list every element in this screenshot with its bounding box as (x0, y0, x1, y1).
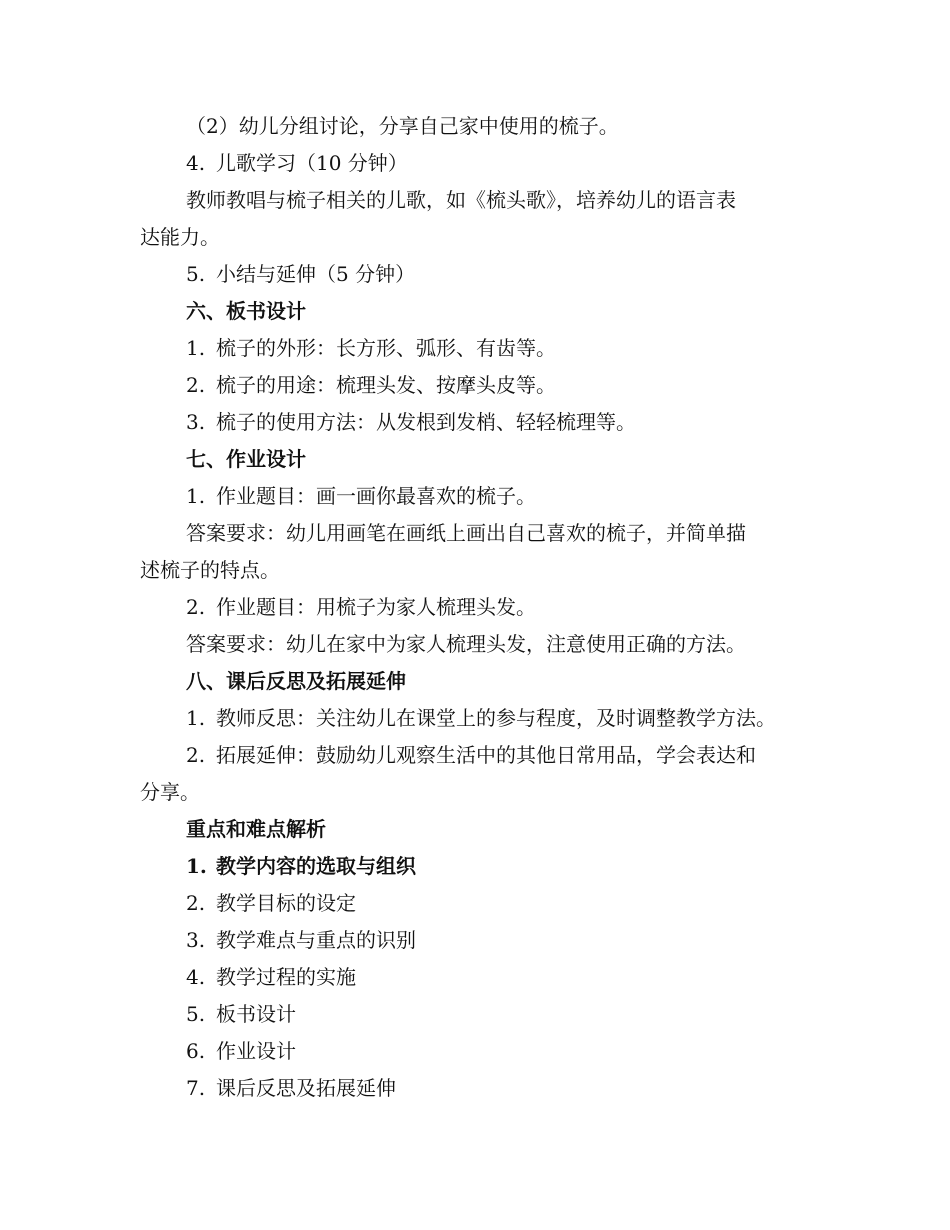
list-item (0, 852, 950, 880)
list-number: 5. (186, 1002, 206, 1026)
paragraph-line (0, 223, 950, 251)
line-text: 教师教唱与梳子相关的儿歌，如《梳头歌》，培养幼儿的语言表 (186, 188, 736, 212)
heading-text: 八、课后反思及拓展延伸 (186, 669, 406, 693)
list-item (0, 334, 950, 362)
line-text: 作业题目：用梳子为家人梳理头发。 (216, 595, 536, 619)
line-text: 作业题目：画一画你最喜欢的梳子。 (216, 484, 536, 508)
paragraph-line (0, 112, 950, 140)
list-item (0, 482, 950, 510)
list-number: 2. (186, 891, 206, 915)
line-text: 述梳子的特点。 (140, 558, 280, 582)
line-text: 教师反思：关注幼儿在课堂上的参与程度，及时调整教学方法。 (216, 706, 776, 730)
list-item (0, 1037, 950, 1065)
list-number: 3. (186, 410, 206, 434)
list-item (0, 963, 950, 991)
line-text: 板书设计 (216, 1002, 296, 1026)
list-item (0, 1000, 950, 1028)
list-item (0, 149, 950, 177)
line-text: 作业设计 (216, 1039, 296, 1063)
line-text: 教学内容的选取与组织 (216, 854, 416, 878)
line-text: 答案要求：幼儿在家中为家人梳理头发，注意使用正确的方法。 (186, 632, 746, 656)
list-item (0, 593, 950, 621)
line-text: 教学难点与重点的识别 (216, 928, 416, 952)
list-item (0, 926, 950, 954)
line-text: 课后反思及拓展延伸 (216, 1076, 396, 1100)
list-item (0, 260, 950, 288)
list-number: 6. (186, 1039, 206, 1063)
line-text: 达能力。 (140, 225, 220, 249)
paragraph-line (0, 630, 950, 658)
list-number: 5. (186, 262, 206, 286)
line-text: 答案要求：幼儿用画笔在画纸上画出自己喜欢的梳子，并简单描 (186, 521, 746, 545)
line-text: 分享。 (140, 780, 200, 804)
line-text: 梳子的外形：长方形、弧形、有齿等。 (216, 336, 556, 360)
line-text: 儿歌学习（10 分钟） (216, 151, 408, 175)
list-number: 2. (186, 743, 206, 767)
heading-text: 六、板书设计 (186, 299, 306, 323)
list-number: 7. (186, 1076, 206, 1100)
list-item (0, 408, 950, 436)
section-heading (0, 815, 950, 843)
list-item (0, 371, 950, 399)
line-text: 拓展延伸：鼓励幼儿观察生活中的其他日常用品，学会表达和 (216, 743, 756, 767)
list-item (0, 741, 950, 769)
heading-text: 重点和难点解析 (186, 817, 326, 841)
section-heading (0, 297, 950, 325)
list-number: 4. (186, 151, 206, 175)
list-number: 4. (186, 965, 206, 989)
paragraph-line (0, 778, 950, 806)
list-number: 2. (186, 595, 206, 619)
heading-text: 七、作业设计 (186, 447, 306, 471)
list-number: 1. (186, 484, 206, 508)
paragraph-line (0, 519, 950, 547)
list-number: 3. (186, 928, 206, 952)
line-text: 梳子的用途：梳理头发、按摩头皮等。 (216, 373, 556, 397)
list-number: 1. (186, 706, 206, 730)
paragraph-line (0, 186, 950, 214)
line-text: 小结与延伸（5 分钟） (216, 262, 416, 286)
line-text: 教学过程的实施 (216, 965, 356, 989)
list-number: 1. (186, 336, 206, 360)
list-number: 2. (186, 373, 206, 397)
line-text: 梳子的使用方法：从发根到发梢、轻轻梳理等。 (216, 410, 636, 434)
list-item (0, 889, 950, 917)
section-heading (0, 445, 950, 473)
list-number: 1. (186, 854, 207, 878)
paragraph-line (0, 556, 950, 584)
line-text: （2）幼儿分组讨论，分享自己家中使用的梳子。 (186, 114, 619, 138)
section-heading (0, 667, 950, 695)
line-text: 教学目标的设定 (216, 891, 356, 915)
list-item (0, 1074, 950, 1102)
list-item (0, 704, 950, 732)
